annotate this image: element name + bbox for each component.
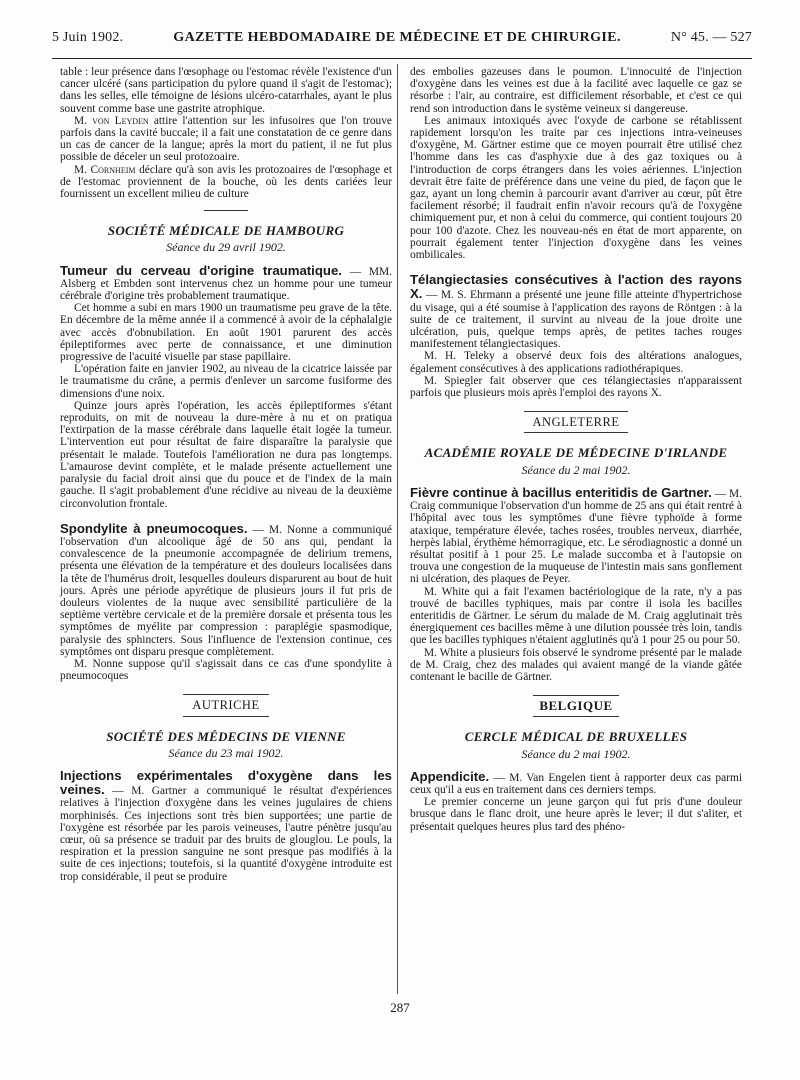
article-title: Appendicite. <box>410 768 490 784</box>
article: Fièvre continue à bacillus enteritidis de Gartner. — M. Craig communique l'observation d'un homme de 25 ans qui était rentré à l'hôpital avec tous les symptômes d'une fièvre typhoïde à forme ataxique, température élevée, taches rosées, troubles nerveux, diarrhée, herpès labial, érythème hémorragique, etc. Le sérodiagnostic a donné un résultat positif à 1 pour 25. Le malade succomba et à l'autopsie on trouva une congestion de la muqueuse de l'intestin mais sans gonflement ni ulcération, des plaques de Peyer. <box>410 484 742 586</box>
speaker-name: M. von Leyden <box>74 114 149 127</box>
session-date: Séance du 29 avril 1902. <box>166 240 286 255</box>
left-column <box>60 66 392 883</box>
paragraph: Les animaux intoxiqués avec l'oxyde de carbone se rétablissent rapidement lorsqu'on les traite par ces injections intra-veineuses d'oxygène, M. Gärtner estime que ce moyen pourrait être utilisé chez l'homme dans les cas d'asphyxie due à des gaz toxiques ou à l'introduction de corps étrangers dans les voies aériennes. L'injection devrait être faite de préférence dans une veine du pied, de façon que le gaz, ayant un long chemin à parcourir avant d'arriver au cœur, pût être facilement résorbé; il faudrait enfin n'avoir recours qu'à de l'oxygène chimiquement pur, et non à celui du commerce, qui contient toujours 20 pour 100 d'azote. Chez les nouveau-nés en état de mort apparente, on pourrait également tenter l'injection d'oxygène dans les veines ombilicales. <box>410 114 742 262</box>
page-folio: 287 <box>390 1000 410 1015</box>
paragraph: Le premier concerne un jeune garçon qui fut pris d'une douleur brusque dans le flanc droit, une heure après le lever; il dut s'aliter, et présentait quelques heures plus tard des phéno- <box>410 796 742 833</box>
paragraph: M. White a plusieurs fois observé le syndrome présenté par le malade de M. Craig, chez des malades qui avaient mangé de la viande gâtée contenant le bacille de Gärtner. <box>410 646 742 683</box>
society-title: SOCIÉTÉ DES MÉDECINS DE VIENNE <box>106 728 346 744</box>
header-rule <box>52 58 752 59</box>
paragraph: L'opération faite en janvier 1902, au niveau de la cicatrice laissée par le traumatisme du crâne, a permis d'enlever un sarcome fusiforme des dimensions d'une noix. <box>60 363 392 400</box>
article: Tumeur du cerveau d'origine traumatique. — MM. Alsberg et Embden sont intervenus chez un homme pour une tumeur cérébrale d'origine très probablement traumatique. <box>60 262 392 303</box>
paragraph: des embolies gazeuses dans le poumon. L'innocuité de l'injection d'oxygène dans les veines est due à la facilité avec laquelle ce gaz se résorbe : l'air, au contraire, est difficilement résorbable, et c'est ce qui rend son introduction dans le système veineux si dangereuse. <box>410 66 742 115</box>
separator <box>204 210 248 211</box>
paragraph: Cet homme a subi en mars 1900 un traumatisme peu grave de la tête. En décembre de la même année il a commencé à avoir de la céphalalgie avec accès d'obnubilation. En août 1901 parurent des accès épileptiformes avec perte de connaissance, et une diminution progressive de l'acuité visuelle par stase papillaire. <box>60 302 392 364</box>
journal-title: GAZETTE HEBDOMADAIRE DE MÉDECINE ET DE CHIRURGIE. <box>173 30 621 45</box>
article: Injections expérimentales d'oxygène dans les veines. — M. Gartner a communiqué le résultat d'expériences relatives à l'injection d'oxygène dans les veines jugulaires de chiens morphinisés. Ces injections sont très bien supportées; une partie de l'oxygène est résorbée par les parois veineuses, l'autre pénètre jusqu'au cœur, où sa présence se traduit par des bruits de glouglou. Le pouls, la respiration et la pression sanguine ne sont presque pas modifiés à la suite de ces injections; toutefois, si la quantité d'oxygène introduite est trop considérable, il peut se produire <box>60 767 392 883</box>
article-title: Fièvre continue à bacillus enteritidis de Gartner. <box>410 484 712 500</box>
article-title: Spondylite à pneumocoques. <box>60 520 248 536</box>
paragraph: table : leur présence dans l'œsophage ou l'estomac révèle l'existence d'un cancer ulcéré (sans participation du pylore quand il s'agit de l'estomac); dans les selles, elle témoigne de lésions ulcéro-catarrhales, ayant le plus souvent comme base une gastrite atrophique. <box>60 66 392 115</box>
paragraph: M. von Leyden attire l'attention sur les infusoires que l'on trouve parfois dans la cavité buccale; il a fait une constatation de ce genre dans un cas de cancer de la langue; après la mort du patient, il ne fut plus possible de déceler un seul protozoaire. <box>60 114 392 164</box>
column-divider <box>397 64 398 994</box>
session-date: Séance du 2 mai 1902. <box>521 462 631 477</box>
paragraph: Quinze jours après l'opération, les accès épileptiformes s'étant reproduits, on mit de nouveau la dure-mère à nu et on pratiqua l'extirpation de la masse cérébrale dans laquelle était logée la tumeur. L'intervention eut pour résultat de faire disparaître la paralysie que présentait le malade. Toutefois l'amélioration ne dura pas longtemps. L'amaurose devint complète, et le malade présente actuellement une paralysie du facial droit ainsi que du pouce et de l'index de la main gauche. Il s'agit probablement d'une récidive au niveau de la deuxième circonvolution frontale. <box>60 399 392 510</box>
session-date: Séance du 23 mai 1902. <box>168 745 284 760</box>
session-date: Séance du 2 mai 1902. <box>521 746 631 761</box>
article-title: Injections expérimentales d'oxygène dans les veines. <box>60 767 392 798</box>
section-heading: AUTRICHE <box>183 694 269 716</box>
paragraph: M. White qui a fait l'examen bactériologique de la rate, n'y a pas trouvé de bacilles typhiques, mais par contre il isola les bacilles enteritidis de Gärtner. Le sérum du malade de M. Craig agglutinait très énergiquement ces bacilles même à une dilution poussée très loin, tandis que les bacilles typhiques n'étaient agglutinés qu'à 1 pour 25 ou pour 50. <box>410 585 742 647</box>
society-title: SOCIÉTÉ MÉDICALE DE HAMBOURG <box>107 223 345 239</box>
article: Appendicite. — M. Van Engelen tient à rapporter deux cas parmi ceux qu'il a eus en traitement dans ces derniers temps. <box>410 768 742 796</box>
section-heading: BELGIQUE <box>533 695 619 717</box>
paragraph: M. H. Teleky a observé deux fois des altérations analogues, également consécutives à des applications radiothérapiques. <box>410 350 742 375</box>
society-title: ACADÉMIE ROYALE DE MÉDECINE D'IRLANDE <box>424 445 728 461</box>
article-title: Tumeur du cerveau d'origine traumatique. <box>60 262 342 278</box>
article-title: Télangiectasies consécutives à l'action des rayons X. <box>410 272 742 302</box>
article: Spondylite à pneumocoques. — M. Nonne a communiqué l'observation d'un alcoolique âgé de 50 ans qui, pendant la convalescence de la pneumonie accompagnée de delirium tremens, présenta une élévation de la température et des douleurs localisées dans la tête de l'humérus droit, lesquelles douleurs disparurent au bout de huit jours. Après une période apyrétique de plusieurs jours il fut pris de douleurs violentes de la nuque avec sensibilité particulière de la septième vertèbre cervicale et de la première dorsale et présenta tous les symptômes de myélite par compression : paraplégie spasmodique, paralysie des sphincters. Sous l'influence de l'extension continue, ces symptômes ont disparu presque complètement. <box>60 520 392 658</box>
issue-number: N° 45. — 527 <box>670 30 752 45</box>
paragraph: M. Nonne suppose qu'il s'agissait dans ce cas d'une spondylite à pneumocoques <box>60 657 392 683</box>
running-head <box>52 30 752 52</box>
article: Télangiectasies consécutives à l'action des rayons X. — M. S. Ehrmann a présenté une jeune fille atteinte d'hypertrichose du visage, qui a été soumise à l'application des rayons de Röntgen : à la suite de ce traitement, il survint au niveau de la joue droite une ulcération, puis, quelque temps après, de petites taches rouges manifestement télangiectasiques. <box>410 272 742 351</box>
section-heading: ANGLETERRE <box>524 411 628 433</box>
issue-date: 5 Juin 1902. <box>52 30 124 45</box>
paragraph: M. Cornheim déclare qu'à son avis les protozoaires de l'œsophage et de l'estomac proviennent de la bouche, où les dents cariées leur fournissent un excellent milieu de culture <box>60 163 392 201</box>
paragraph: M. Spiegler fait observer que ces télangiectasies n'apparaissent parfois que plusieurs mois après l'emploi des rayons X. <box>410 374 742 400</box>
speaker-name: M. Cornheim <box>74 163 136 176</box>
society-title: CERCLE MÉDICAL DE BRUXELLES <box>464 729 688 745</box>
right-column <box>410 66 742 833</box>
